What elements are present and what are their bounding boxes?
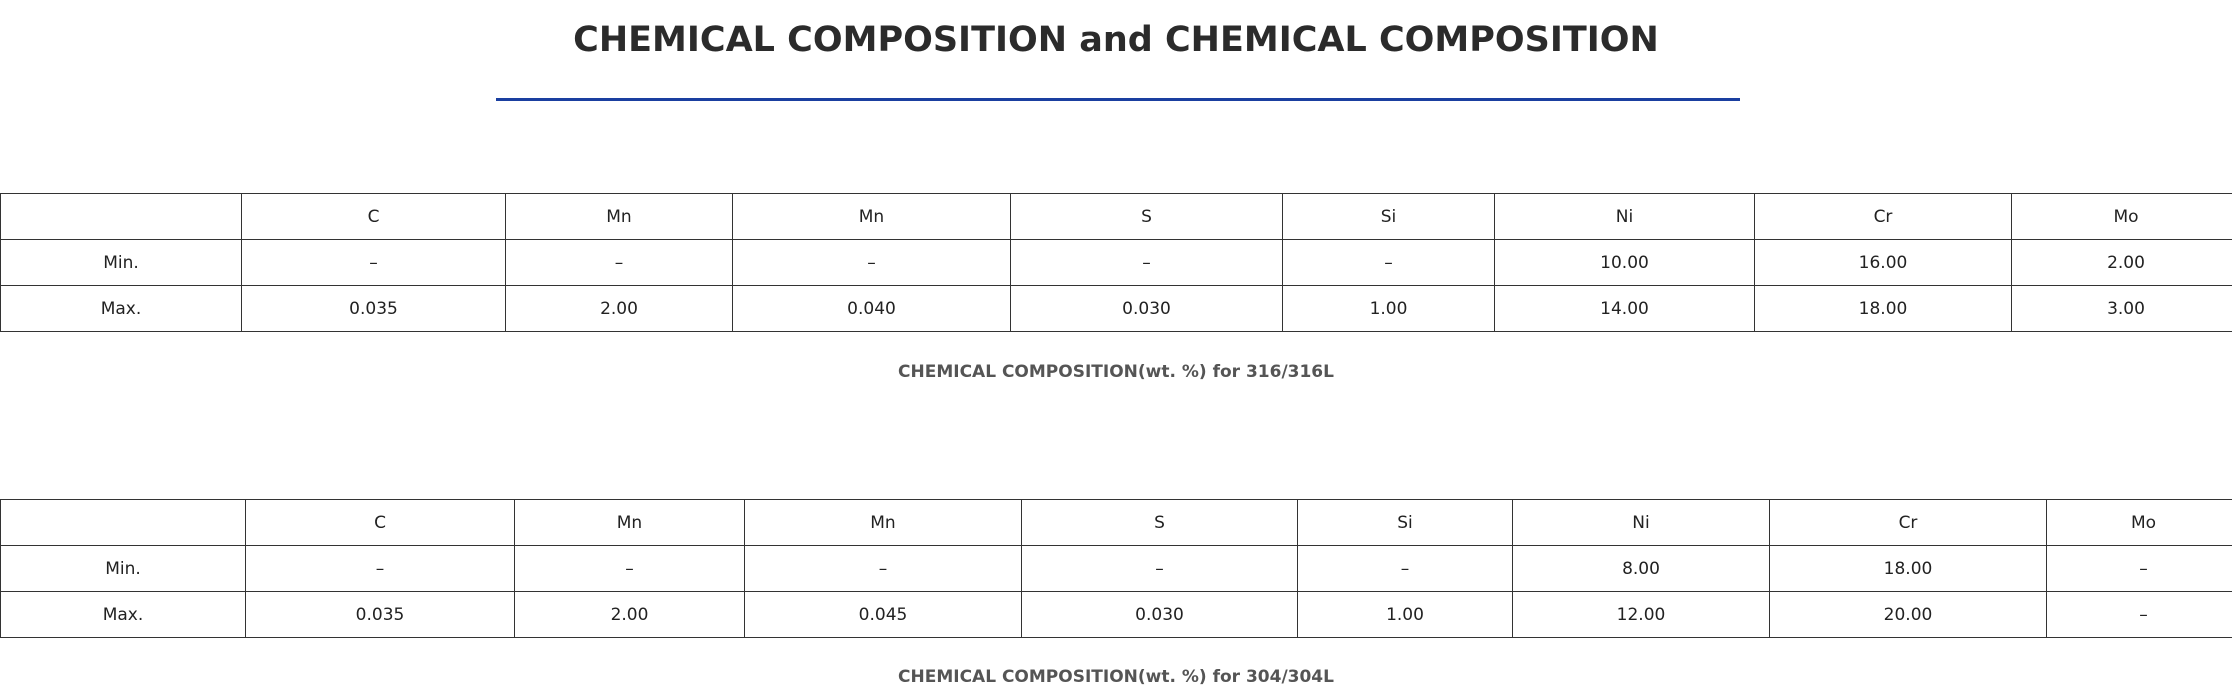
table-caption-304: CHEMICAL COMPOSITION(wt. %) for 304/304L [898,667,1334,687]
table-cell: – [506,240,733,286]
table-cell: – [246,546,515,592]
table-cell: 3.00 [2012,286,2232,332]
table-cell: – [1022,546,1298,592]
header-cell: Ni [1495,194,1755,240]
table-header-row [1,500,2232,546]
row-label: Min. [1,240,242,286]
row-label: Max. [1,592,246,638]
table-cell: 20.00 [1770,592,2047,638]
header-cell: Mo [2012,194,2232,240]
table-cell: – [733,240,1011,286]
header-cell: S [1022,500,1298,546]
table-row [1,546,2232,592]
table-cell: 2.00 [2012,240,2232,286]
table-cell: 2.00 [506,286,733,332]
header-cell: C [242,194,506,240]
table-cell: 18.00 [1755,286,2012,332]
header-cell: Si [1283,194,1495,240]
table-cell: – [242,240,506,286]
table-row [1,240,2232,286]
table-cell: – [1298,546,1513,592]
header-cell: Si [1298,500,1513,546]
table-cell: – [2047,592,2232,638]
row-label: Min. [1,546,246,592]
header-cell: Cr [1755,194,2012,240]
table-cell: 0.030 [1022,592,1298,638]
header-cell [1,500,246,546]
table-cell: – [1011,240,1283,286]
page-title: CHEMICAL COMPOSITION and CHEMICAL COMPOSITION [573,20,1659,60]
header-cell: Mo [2047,500,2232,546]
table-cell: 18.00 [1770,546,2047,592]
header-cell: S [1011,194,1283,240]
composition-table-316 [0,193,2232,332]
table-cell: – [745,546,1022,592]
header-cell: Mn [745,500,1022,546]
table-cell: 8.00 [1513,546,1770,592]
table-cell: 0.045 [745,592,1022,638]
table-row [1,286,2232,332]
title-divider [496,98,1740,101]
header-cell: Mn [515,500,745,546]
table-row [1,592,2232,638]
table-cell: 1.00 [1298,592,1513,638]
table-header-row [1,194,2232,240]
table-cell: 2.00 [515,592,745,638]
header-cell: Mn [506,194,733,240]
table-cell: 10.00 [1495,240,1755,286]
table-cell: 0.035 [246,592,515,638]
header-cell: Cr [1770,500,2047,546]
header-cell: C [246,500,515,546]
header-cell [1,194,242,240]
table-cell: 0.030 [1011,286,1283,332]
header-cell: Ni [1513,500,1770,546]
header-cell: Mn [733,194,1011,240]
table-cell: 1.00 [1283,286,1495,332]
table-cell: 0.040 [733,286,1011,332]
row-label: Max. [1,286,242,332]
table-cell: – [2047,546,2232,592]
table-caption-316: CHEMICAL COMPOSITION(wt. %) for 316/316L [898,362,1334,382]
table-cell: 14.00 [1495,286,1755,332]
table-cell: 0.035 [242,286,506,332]
table-cell: 16.00 [1755,240,2012,286]
composition-table-304 [0,499,2232,638]
table-cell: – [1283,240,1495,286]
table-cell: 12.00 [1513,592,1770,638]
table-cell: – [515,546,745,592]
